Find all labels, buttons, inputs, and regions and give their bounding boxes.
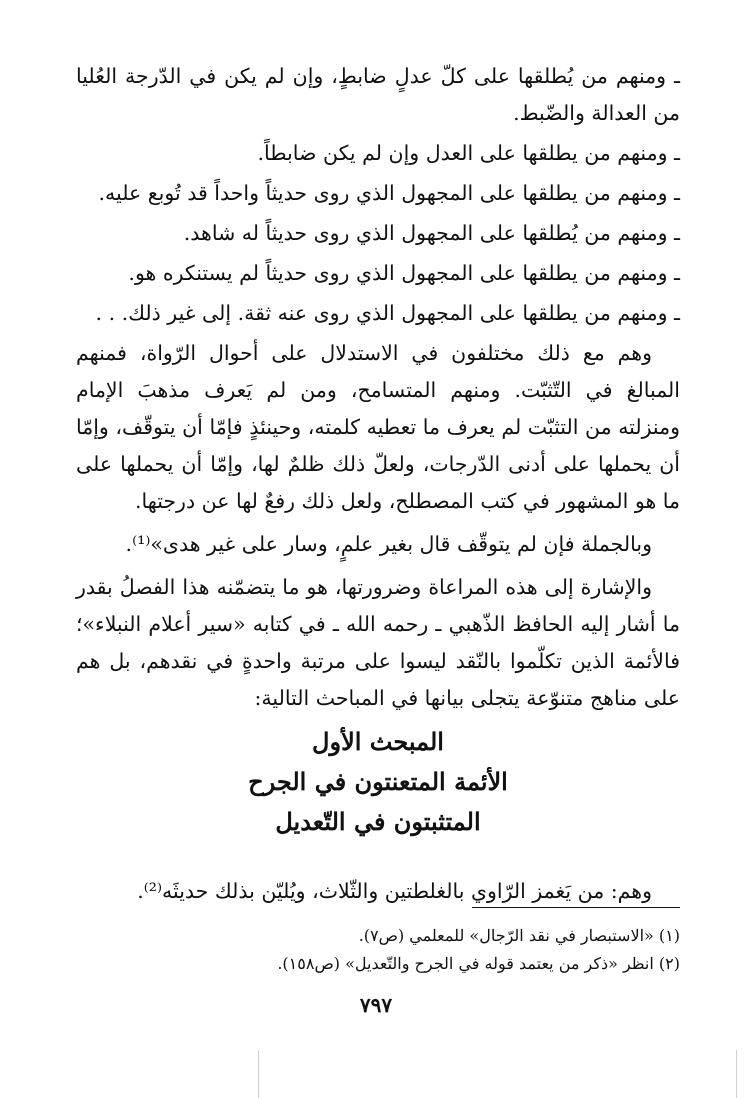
list-item: ـ ومنهم من يطلقها على المجهول الذي روى حديثاً واحداً قد تُوبع عليه.	[98, 181, 680, 205]
footnote: (٢) انظر «ذكر من يعتمد قوله في الجرح والتّعديل» (ص١٥٨).	[277, 954, 680, 973]
list-item: ـ ومنهم من يُطلقها على كلّ عدلٍ ضابطٍ، وإن لم يكن في الدّرجة العُليا من العدالة والضّبط.	[76, 64, 680, 125]
heading-line-1: المبحث الأول	[312, 727, 444, 756]
list-item: ـ ومنهم من يطلقها على العدل وإن لم يكن ضابطاً.	[257, 141, 680, 165]
scan-edge-line	[736, 1050, 737, 1098]
list-item: ـ ومنهم من يُطلقها على المجهول الذي روى حديثاً له شاهد.	[183, 221, 680, 245]
footnote: (١) «الاستبصار في نقد الرّجال» للمعلمي (ص٧).	[358, 926, 680, 945]
footnote-divider	[472, 907, 680, 908]
footnotes	[76, 922, 680, 978]
paragraph-definition: وهم: من يَغمز الرّاوي بالغلطتين والثّلاث، ويُليّن بذلك حديثَه⁽²⁾.	[137, 878, 652, 903]
paragraph-narrators: وهم مع ذلك مختلفون في الاستدلال على أحوال الرّواة، فمنهم المبالغ في التّثبّت. ومنهم المتسامح، ومن لم يَعرف مذهبَ الإمام ومنزلته من التثبّت لم يعرف ما تعطيه كلمته، وحينئذٍ فإمّا أن يتوقّف، وإمّا أن يحملها على أدنى الدّرجات، ولعلّ ذلك ظلمٌ لها، وإمّا أن يحملها على ما هو المشهور في كتب المصطلح، ولعل ذلك رفعٌ لها عن درجتها.	[76, 341, 680, 513]
body-text	[76, 58, 680, 723]
paragraph-intro: والإشارة إلى هذه المراعاة وضرورتها، هو ما يتضمّنه هذا الفصلُ بقدر ما أشار إليه الحافظ الذّهبي ـ رحمه الله ـ في كتابه «سير أعلام النبلاء»؛ فالأئمة الذين تكلّموا بالنّقد ليسوا على مرتبة واحدةٍ في نقدهم، بل هم على مناهج متنوّعة يتجلى بيانها في المباحث التالية:	[76, 575, 680, 710]
section-heading	[76, 722, 680, 842]
scan-edge-line	[258, 1050, 259, 1098]
list-item: ـ ومنهم من يطلقها على المجهول الذي روى عنه ثقة. إلى غير ذلك. . .	[95, 301, 680, 325]
heading-line-2: الأئمة المتعنتون في الجرح	[248, 767, 508, 796]
list-item: ـ ومنهم من يطلقها على المجهول الذي روى حديثاً لم يستنكره هو.	[128, 261, 680, 285]
page-number: ٧٩٧	[359, 993, 393, 1017]
heading-line-3: المتثبتون في التّعديل	[275, 807, 481, 836]
paragraph-summary: وبالجملة فإن لم يتوقّف قال بغير علمٍ، وسار على غير هدى»⁽¹⁾.	[125, 532, 652, 556]
